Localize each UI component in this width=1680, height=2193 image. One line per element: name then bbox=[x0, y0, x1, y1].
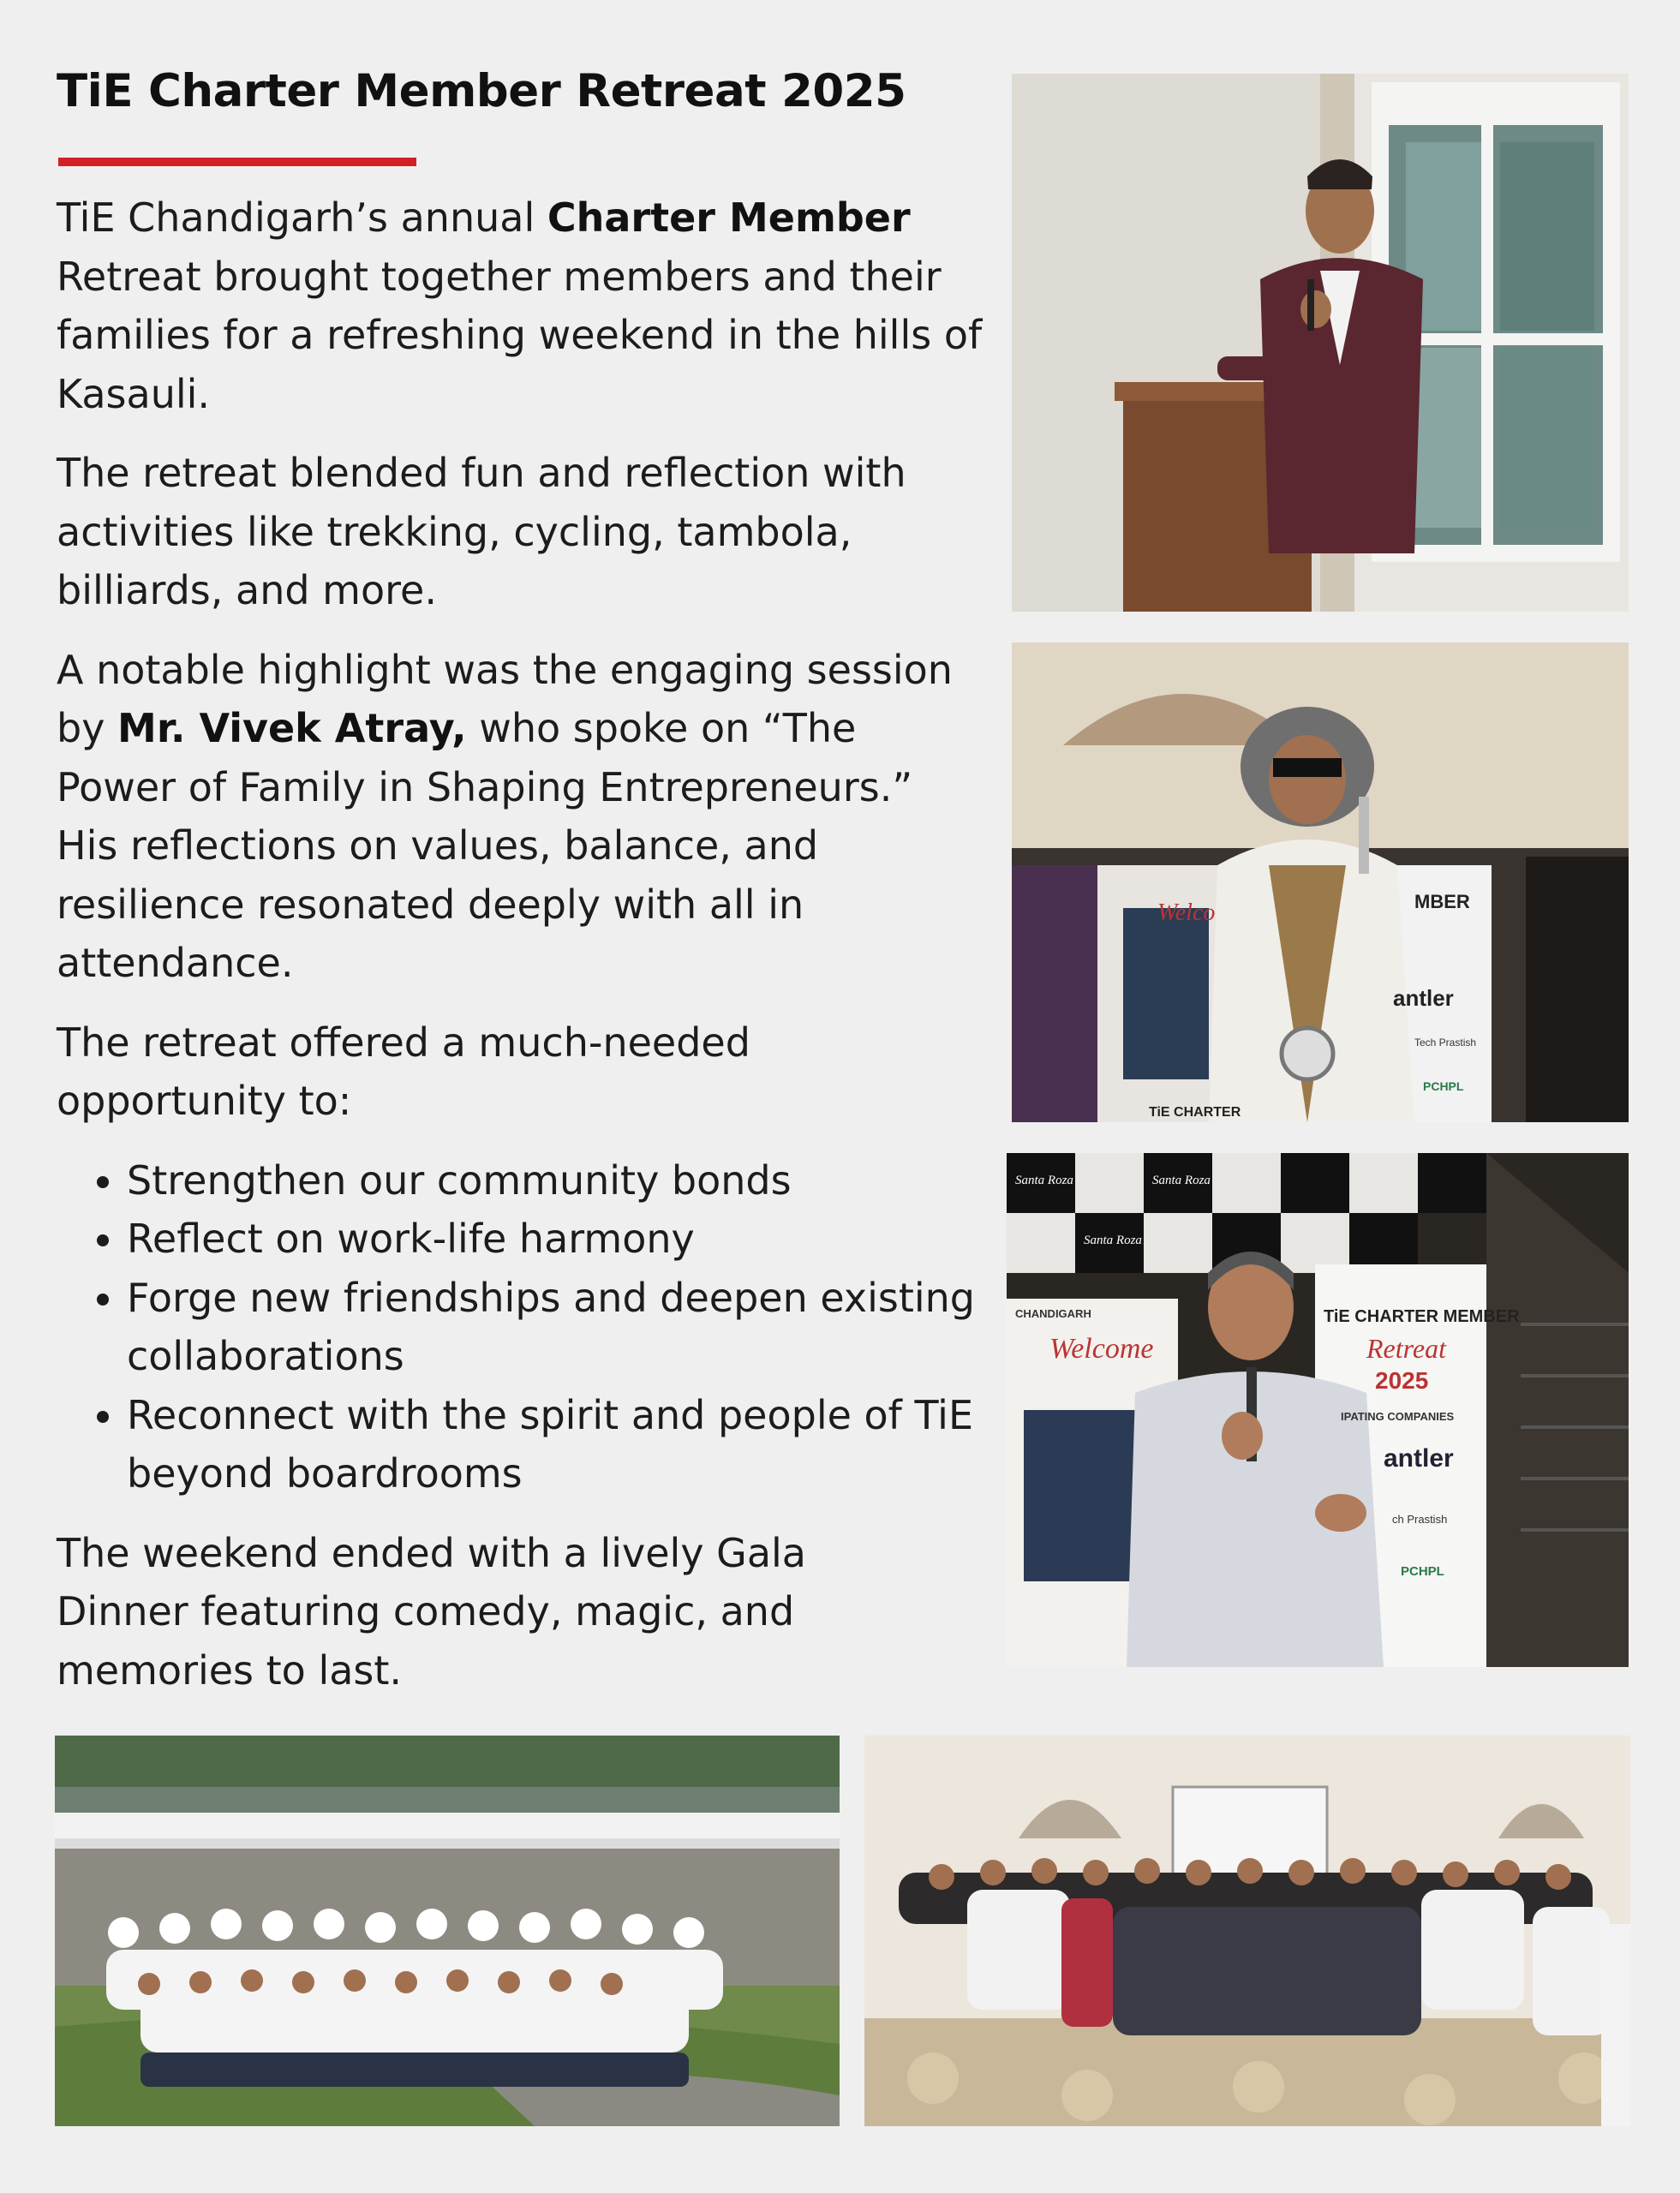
photo3-participating-text: IPATING COMPANIES bbox=[1341, 1410, 1455, 1423]
activities-paragraph: The retreat blended fun and reflection with activities like trekking, cycling, tambola, billiards, and more. bbox=[57, 450, 906, 613]
list-item: • Forge new friendships and deepen existing collaborations bbox=[127, 1269, 1018, 1386]
photo2-footer-text: TiE CHARTER bbox=[1149, 1105, 1241, 1120]
photo-speaker-banner bbox=[1007, 1153, 1629, 1667]
photo2-sponsor-pchpl: PCHPL bbox=[1423, 1079, 1464, 1093]
photo-outdoor-group bbox=[55, 1736, 840, 2126]
photo-speaker-lectern bbox=[1012, 74, 1629, 612]
intro-text-start: TiE Chandigarh’s annual bbox=[57, 194, 547, 241]
photo3-sponsor-prastish: ch Prastish bbox=[1392, 1513, 1448, 1526]
photo3-banner-year: 2025 bbox=[1375, 1367, 1429, 1394]
list-item: • Strengthen our community bonds bbox=[127, 1151, 1018, 1210]
photo3-brand-1: Santa Roza bbox=[1015, 1174, 1073, 1187]
intro-text-end: Retreat brought together members and their families for a refreshing weekend in the hills of Kasauli. bbox=[57, 253, 983, 417]
highlight-text-end: who spoke on “The Power of Family in Shaping Entrepreneurs.” His reflections on values, balance, and resilience resonated deeply with all in attendance. bbox=[57, 705, 913, 986]
photo3-logo-text: CHANDIGARH bbox=[1015, 1307, 1091, 1320]
list-item: • Reconnect with the spirit and people of TiE beyond boardrooms bbox=[127, 1386, 1018, 1503]
title-underline bbox=[58, 158, 416, 166]
speaker-name: Mr. Vivek Atray, bbox=[117, 705, 467, 751]
list-item: • Reflect on work-life harmony bbox=[127, 1210, 1018, 1269]
photo-indoor-group bbox=[864, 1736, 1630, 2126]
photo3-banner-script: Retreat bbox=[1366, 1333, 1446, 1364]
photo3-banner-title: TiE CHARTER MEMBER bbox=[1324, 1307, 1520, 1326]
photo3-brand-2: Santa Roza bbox=[1152, 1174, 1211, 1187]
intro-text-bold: Charter Member bbox=[547, 194, 911, 241]
photo2-sponsor-prastish: Tech Prastish bbox=[1414, 1037, 1477, 1049]
opportunity-paragraph: The retreat offered a much-needed opportunity to: bbox=[57, 1019, 750, 1124]
opportunity-list bbox=[57, 1151, 1018, 1503]
intro-paragraph bbox=[57, 188, 1007, 423]
page-title: TiE Charter Member Retreat 2025 bbox=[57, 65, 906, 117]
highlight-paragraph bbox=[57, 641, 965, 993]
photo3-brand-3: Santa Roza bbox=[1084, 1234, 1142, 1247]
highlight-text-start: A notable highlight was the engaging session by bbox=[57, 646, 953, 751]
photo-comedian-performance bbox=[1012, 642, 1629, 1122]
photo3-sponsor-pchpl: PCHPL bbox=[1401, 1564, 1444, 1579]
closing-paragraph: The weekend ended with a lively Gala Dinner featuring comedy, magic, and memories to last. bbox=[57, 1529, 806, 1694]
photo3-sponsor-antler: antler bbox=[1384, 1444, 1454, 1473]
photo2-welcome-text: Welco bbox=[1157, 899, 1216, 926]
photo3-welcome-text: Welcome bbox=[1049, 1333, 1154, 1365]
photo2-sponsor-antler: antler bbox=[1393, 985, 1454, 1011]
article-body bbox=[57, 188, 999, 1720]
photo2-member-text: MBER bbox=[1414, 891, 1470, 912]
